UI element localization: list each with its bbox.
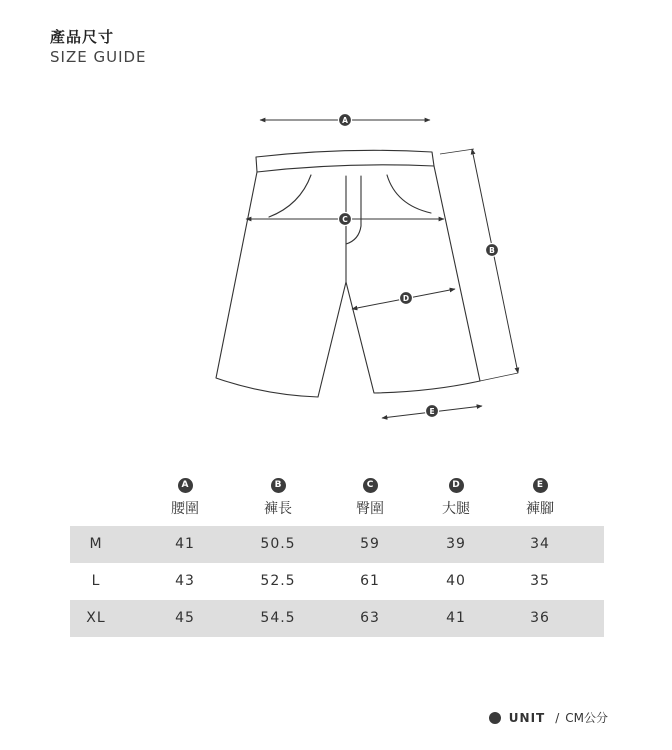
table-cell: 52.5 bbox=[260, 573, 296, 589]
table-cell: 54.5 bbox=[260, 610, 296, 626]
column-label: 褲長 bbox=[264, 501, 292, 517]
svg-text:C: C bbox=[342, 214, 348, 224]
left-pocket bbox=[269, 175, 311, 217]
table-cell: 41 bbox=[175, 536, 195, 552]
marker-e bbox=[426, 405, 439, 418]
svg-text:A: A bbox=[342, 115, 348, 125]
marker-b bbox=[486, 244, 499, 257]
column-header-waist bbox=[155, 472, 215, 518]
svg-text:B: B bbox=[489, 245, 495, 255]
bullet-icon bbox=[489, 712, 501, 724]
guide-line-bottom bbox=[480, 373, 518, 381]
column-label: 臀圍 bbox=[356, 501, 384, 517]
shorts-outline bbox=[216, 166, 480, 397]
column-header-thigh bbox=[426, 472, 486, 518]
table-cell: 35 bbox=[530, 573, 550, 589]
table-cell: 61 bbox=[360, 573, 380, 589]
column-label: 大腿 bbox=[442, 501, 470, 517]
table-cell: 39 bbox=[446, 536, 466, 552]
guide-line-top bbox=[440, 149, 474, 154]
table-row bbox=[70, 600, 604, 637]
table-cell: 63 bbox=[360, 610, 380, 626]
table-cell: 59 bbox=[360, 536, 380, 552]
column-label: 褲腳 bbox=[526, 501, 554, 517]
badge-c: C bbox=[363, 478, 378, 493]
column-header-hem bbox=[510, 472, 570, 518]
unit-label: UNIT bbox=[508, 710, 546, 725]
measure-line-b bbox=[472, 149, 518, 373]
unit-note bbox=[489, 709, 608, 726]
table-cell: 43 bbox=[175, 573, 195, 589]
marker-c bbox=[339, 213, 352, 226]
page-title: 產品尺寸 bbox=[50, 28, 115, 46]
size-label: M bbox=[89, 536, 103, 552]
table-cell: 36 bbox=[530, 610, 550, 626]
column-header-length bbox=[248, 472, 308, 518]
table-cell: 34 bbox=[530, 536, 550, 552]
column-label: 腰圍 bbox=[171, 501, 199, 517]
badge-e: E bbox=[533, 478, 548, 493]
svg-text:D: D bbox=[402, 293, 410, 303]
badge-b: B bbox=[271, 478, 286, 493]
marker-d bbox=[400, 292, 413, 305]
svg-text:E: E bbox=[429, 406, 435, 416]
badge-a: A bbox=[178, 478, 193, 493]
table-cell: 50.5 bbox=[260, 536, 296, 552]
unit-value: CM公分 bbox=[565, 711, 608, 725]
table-cell: 41 bbox=[446, 610, 466, 626]
fly-stitch bbox=[346, 176, 361, 244]
badge-d: D bbox=[449, 478, 464, 493]
page-subtitle: SIZE GUIDE bbox=[50, 48, 147, 66]
unit-separator: / bbox=[555, 710, 560, 725]
right-pocket bbox=[387, 175, 431, 213]
waistband-outline bbox=[256, 150, 434, 172]
table-cell: 45 bbox=[175, 610, 195, 626]
table-cell: 40 bbox=[446, 573, 466, 589]
size-label: L bbox=[91, 573, 101, 589]
table-row bbox=[70, 526, 604, 563]
size-label: XL bbox=[86, 610, 106, 626]
table-row bbox=[70, 563, 604, 600]
marker-a bbox=[339, 114, 352, 127]
column-header-hip bbox=[340, 472, 400, 518]
